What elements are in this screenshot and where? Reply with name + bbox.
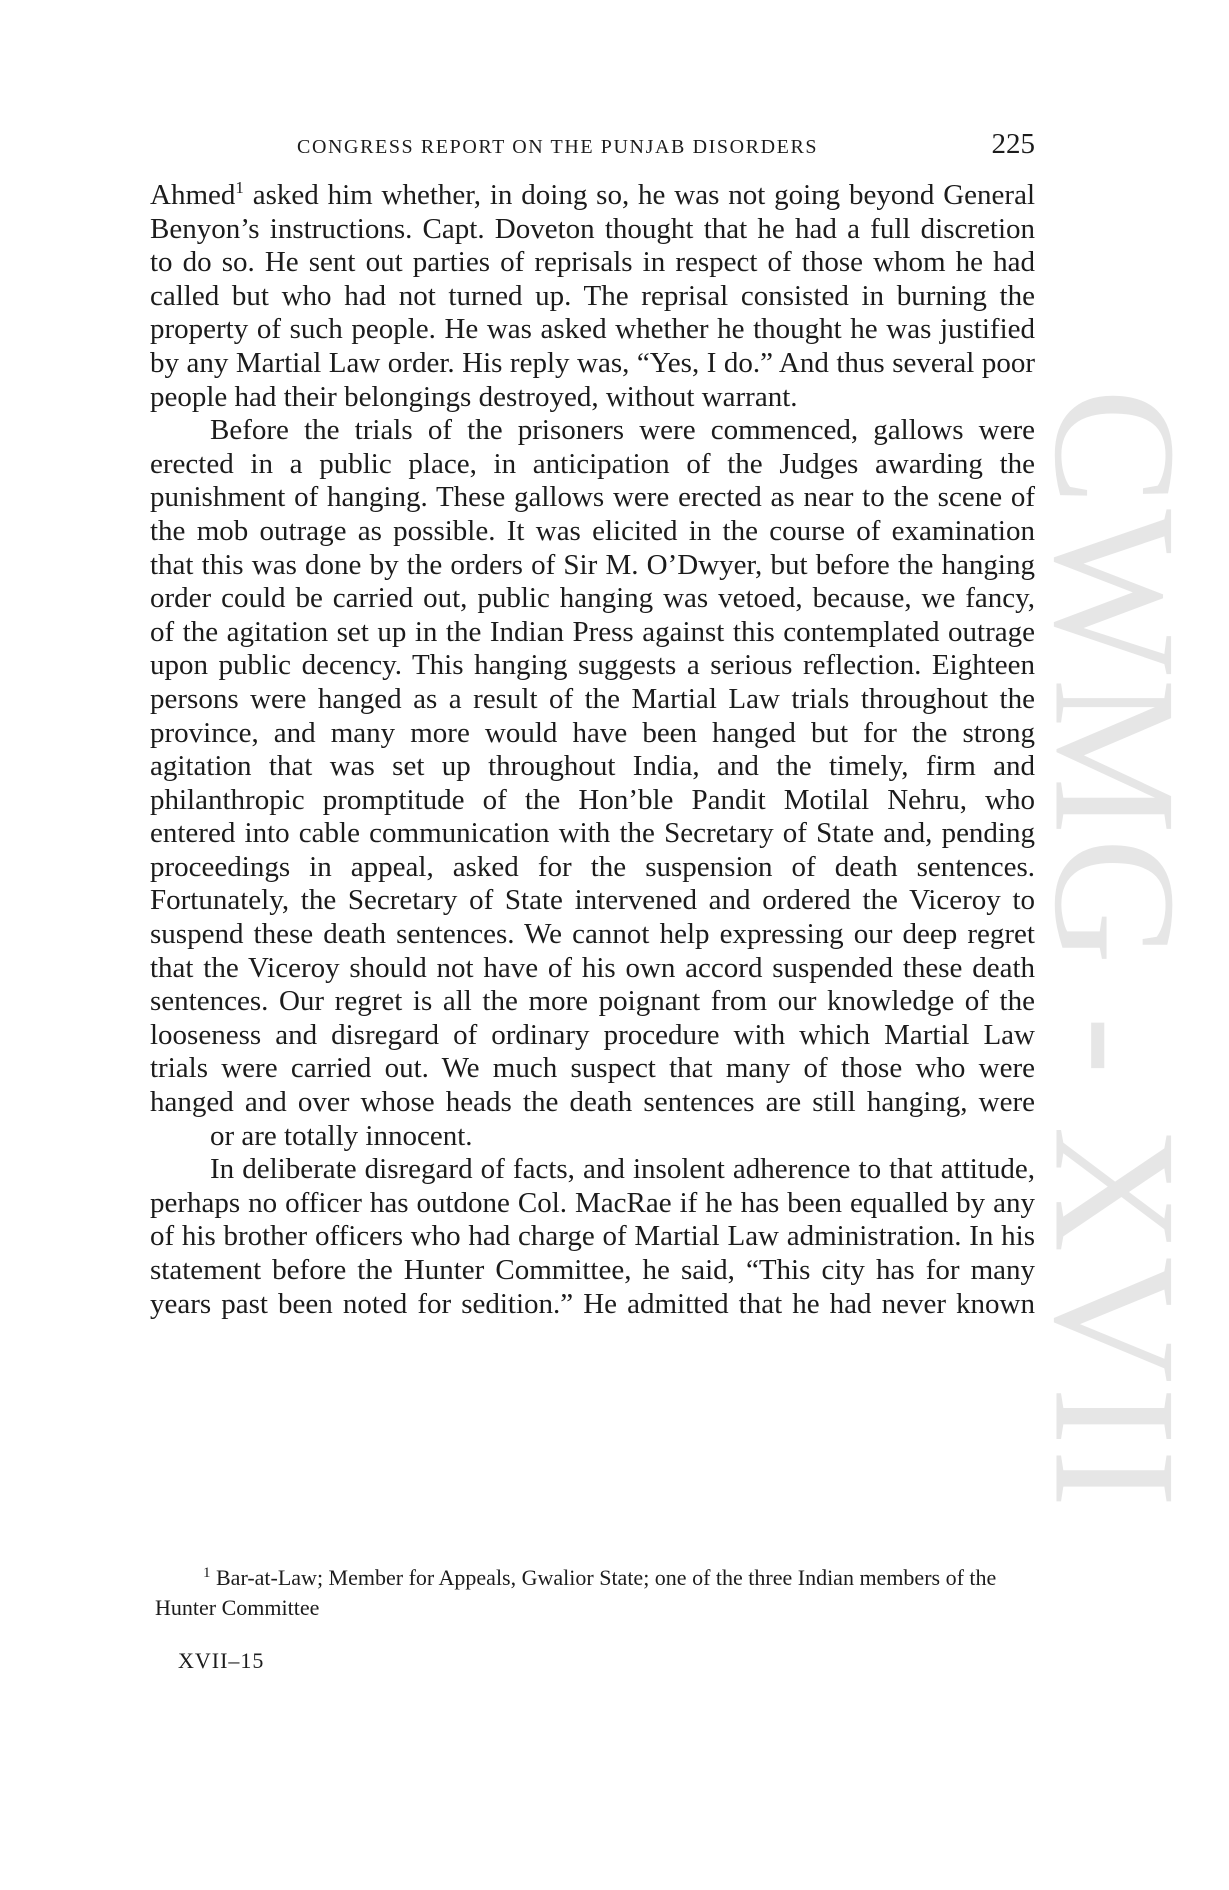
footnote-text: Bar-at-Law; Member for Appeals, Gwalior State; one of the three Indian members of the Hunter Committee [155,1565,997,1620]
paragraph-2-last-line: or are totally innocent. [210,1119,473,1152]
paragraph-3-text: In deliberate disregard of facts, and insolent adherence to that attitude, perhaps no officer has outdone Col. MacRae if he has been equalled by any of his brother officers who had charge of Martial Law administration. In his statement before the Hunter Committee, he said, “This city has for many years past been noted for sedition.” He admitted that he had never known [150,1153,1035,1320]
page-number: 225 [991,128,1035,160]
footnote-reference: 1 [235,178,244,197]
paragraph-1-text: asked him whether, in doing so, he was not going beyond General Benyon’s instructions. Capt. Doveton thought that he had a full discretion to do so. He sent out parties of reprisals in respect of those whom he had called but who had not turned up. The reprisal consisted in burning the property of such people. He was asked whether he thought he was justified by any Martial Law order. His reply was, “Yes, I do.” And thus several poor [150,179,1035,379]
footnote-marker: 1 [203,1565,211,1581]
footnote-paragraph [155,1563,1035,1623]
body-text [150,179,1035,1321]
watermark [1018,388,1213,1512]
watermark-text: CWMG - XVII [1018,388,1213,1512]
paragraph-2 [150,414,1035,1153]
footnote [155,1563,1035,1623]
paragraph-2-text: Before the trials of the prisoners were commenced, gallows were erected in a public place, in anticipation of the Judges awarding the punishment of hanging. These gallows were erected as near to the scene of the mob outrage as possible. It was elicited in the course of examination that this was done by the orders of Sir M. O’Dwyer, but before the hanging order could be carried out, public hanging was vetoed, because, we fancy, of the agitation set up in the Indian Press against this contemplated outrage upon public decency. This hanging suggests a serious reflection. Eighteen persons were hanged as a result of the Martial Law trials throughout the province, and many more would have been hanged but for the strong agitation that was set up throughout India, and the timely, firm and philanthropic promptitude of the Hon’ble Pandit Motilal Nehru, who entered into cable communication with the Secretary of State and, pending proceedings in appeal, asked for the suspension of death sentences. Fortunately, the Secretary of State intervened and ordered the Viceroy to suspend these death sentences. We cannot help expressing our deep regret that the Viceroy should not have of his own accord suspended these death sentences. Our regret is all the more poignant from our knowledge of the looseness and disregard of ordinary procedure with which Martial Law trials were carried out. We much suspect that many of those who were hanged and over whose heads the death sentences are still hanging, were [150,414,1035,1119]
paragraph-3 [150,1153,1035,1321]
paragraph-1 [150,179,1035,414]
running-header [150,128,1035,168]
printer-signature: XVII–15 [178,1648,265,1673]
paragraph-1-lead: Ahmed [150,179,236,211]
paragraph-1-last-line: people had their belongings destroyed, without warrant. [150,380,798,413]
running-title: CONGRESS REPORT ON THE PUNJAB DISORDERS [297,136,819,158]
